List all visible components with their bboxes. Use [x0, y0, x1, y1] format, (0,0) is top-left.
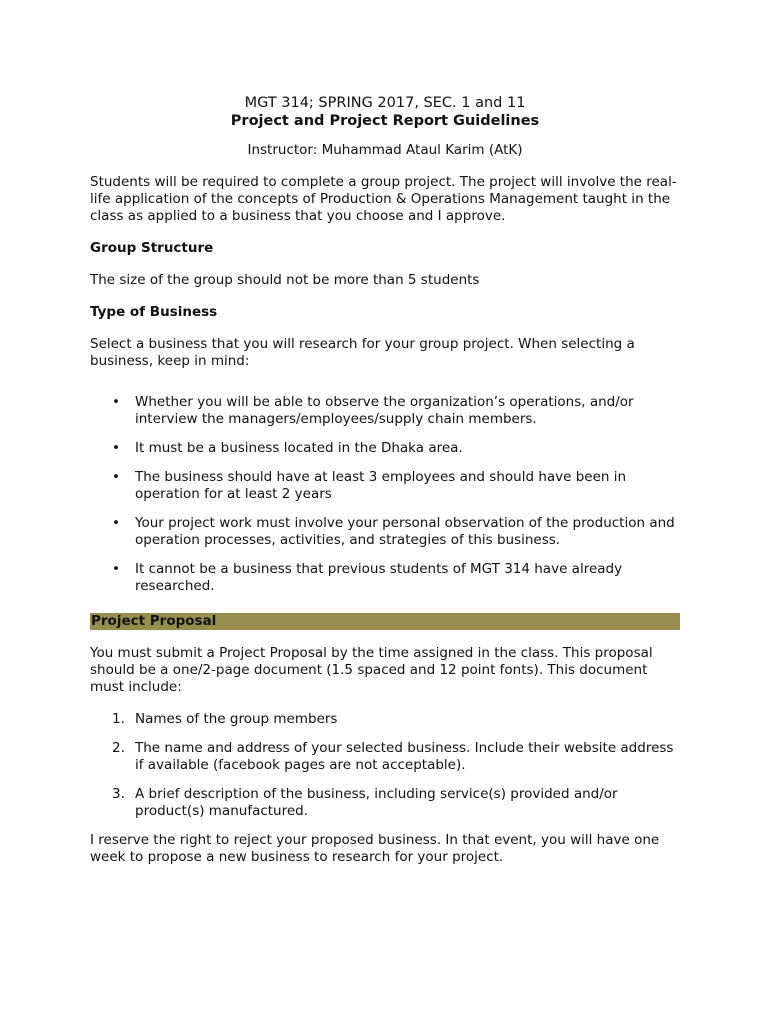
list-number: 2.: [112, 740, 125, 756]
course-title: MGT 314; SPRING 2017, SEC. 1 and 11: [244, 95, 526, 111]
list-item-text: It cannot be a business that previous students of MGT 314 have already researched.: [135, 561, 623, 594]
project-proposal-text: You must submit a Project Proposal by the time assigned in the class. This proposal should be a one/2-page document (1.5 spaced and 12 point fonts). This document must include:: [90, 645, 653, 695]
proposal-requirements-list: [90, 711, 680, 820]
list-item: [90, 786, 680, 820]
list-item-text: Your project work must involve your personal observation of the production and operation processes, activities, and strategies of this business.: [135, 515, 675, 548]
list-number: 3.: [112, 786, 125, 802]
list-item-text: It must be a business located in the Dhaka area.: [135, 440, 463, 456]
type-of-business-text: Select a business that you will research for your group project. When selecting a business, keep in mind:: [90, 336, 635, 369]
list-item-text: The business should have at least 3 employees and should have been in operation for at least 2 years: [135, 469, 627, 502]
list-item: [90, 711, 680, 728]
list-item: [90, 440, 680, 457]
list-item: [90, 515, 680, 549]
bullet-icon: •: [112, 469, 120, 485]
project-proposal-heading: Project Proposal: [90, 613, 680, 630]
list-item-text: Whether you will be able to observe the organization’s operations, and/or interview the managers/employees/supply chain members.: [135, 394, 634, 427]
list-item: [90, 469, 680, 503]
type-of-business-heading: Type of Business: [90, 304, 218, 320]
closing-paragraph: I reserve the right to reject your proposed business. In that event, you will have one week to propose a new business to research for your project.: [90, 832, 660, 865]
bullet-icon: •: [112, 440, 120, 456]
list-item: [90, 740, 680, 774]
bullet-icon: •: [112, 394, 120, 410]
list-item: [90, 394, 680, 428]
instructor-line: Instructor: Muhammad Ataul Karim (AtK): [247, 142, 523, 158]
intro-paragraph: Students will be required to complete a group project. The project will involve the real-life application of the concepts of Production & Operations Management taught in the class as applied to a business that you choose and I approve.: [90, 174, 677, 224]
list-item-text: A brief description of the business, including service(s) provided and/or product(s) manufactured.: [135, 786, 618, 819]
group-structure-heading: Group Structure: [90, 240, 214, 256]
business-criteria-list: [90, 394, 680, 595]
list-item-text: The name and address of your selected business. Include their website address if available (facebook pages are not acceptable).: [135, 740, 674, 773]
bullet-icon: •: [112, 561, 120, 577]
list-number: 1.: [112, 711, 125, 727]
list-item-text: Names of the group members: [135, 711, 338, 727]
list-item: [90, 561, 680, 595]
document-title: Project and Project Report Guidelines: [230, 113, 540, 129]
document-page: [90, 94, 680, 866]
group-structure-text: The size of the group should not be more than 5 students: [90, 272, 480, 288]
bullet-icon: •: [112, 515, 120, 531]
